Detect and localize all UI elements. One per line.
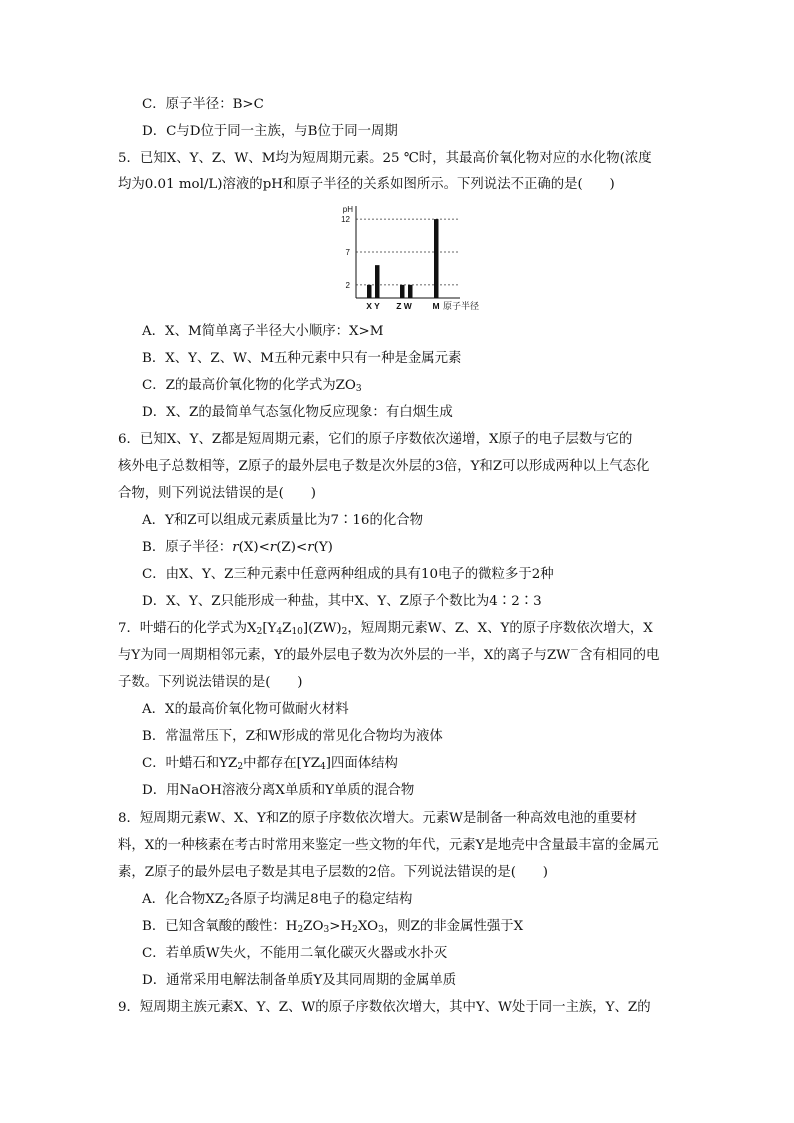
q8-option-c: C．若单质W失火，不能用二氧化碳灭火器或水扑灭 — [142, 946, 448, 961]
ph-radius-chart — [330, 200, 490, 318]
q8-option-d: D．通常采用电解法制备单质Y及其同周期的金属单质 — [142, 973, 457, 988]
q4-option-d: D．C与D位于同一主族，与B位于同一周期 — [142, 124, 398, 139]
bar-w — [408, 285, 413, 298]
q8-option-a: A．化合物$XZ_2$各原子均满足8电子的稳定结构 — [142, 892, 413, 908]
q5-option-d: D．X、Z的最简单气态氢化物反应现象：有白烟生成 — [142, 405, 453, 420]
q5-option-a: A．X、M简单离子半径大小顺序：X>M — [142, 324, 384, 339]
q6-option-d: D．X、Y、Z只能形成一种盐，其中X、Y、Z原子个数比为4∶2∶3 — [142, 594, 542, 609]
q7-stem-line1: 7．叶蜡石的化学式为$X_2[Y_4Z_{10}](ZW)_2$，短周期元素W、Z、X、Y的原子序数依次增大，X — [118, 621, 653, 637]
q6-stem-line1: 6．已知X、Y、Z都是短周期元素，它们的原子序数依次递增，X原子的电子层数与它的 — [118, 432, 633, 447]
q6-option-a: A．Y和Z可以组成元素质量比为7∶16的化合物 — [142, 513, 424, 528]
q6-option-c: C．由X、Y、Z三种元素中任意两种组成的具有10电子的微粒多于2种 — [142, 567, 554, 582]
q7-stem-line3: 子数。下列说法错误的是( ) — [118, 675, 303, 690]
x-group-label-0: X Y — [366, 301, 380, 311]
x-group-label-1: Z W — [396, 301, 412, 311]
q6-stem-line2: 核外电子总数相等，Z原子的最外层电子数是次外层的3倍，Y和Z可以形成两种以上气态化 — [118, 459, 650, 474]
y-tick-label-2: 2 — [345, 280, 350, 290]
bar-m — [434, 219, 439, 298]
q5-stem-line1: 5．已知X、Y、Z、W、M均为短周期元素。25 ℃时，其最高价氧化物对应的水化物(浓度 — [118, 151, 652, 166]
q7-stem-line2: 与Y为同一周期相邻元素，Y的最外层电子数为次外层的一半，X的离子与ZW－含有相同的电 — [118, 646, 660, 663]
q6-stem-line3: 合物，则下列说法错误的是( ) — [118, 486, 316, 501]
y-axis-label: pH — [342, 205, 353, 214]
q5-stem-line2: 均为0.01 mol/L)溶液的pH和原子半径的关系如图所示。下列说法不正确的是( ) — [118, 177, 615, 192]
q8-stem-line1: 8．短周期元素W、X、Y和Z的原子序数依次增大。元素W是制备一种高效电池的重要材 — [118, 811, 638, 826]
q4-option-c: C．原子半径：B>C — [142, 97, 264, 112]
q7-option-b: B．常温常压下，Z和W形成的常见化合物均为液体 — [142, 729, 443, 744]
bar-z — [400, 285, 405, 298]
q8-stem-line2: 料，X的一种核素在考古时常用来鉴定一些文物的年代，元素Y是地壳中含量最丰富的金属元 — [118, 838, 659, 853]
q6-option-b: B．原子半径：r(X)<r(Z)<r(Y) — [142, 540, 333, 555]
q7-option-c: C．叶蜡石和$YZ_2$中都存在$[YZ_4]$四面体结构 — [142, 756, 398, 772]
q7-option-a: A．X的最高价氧化物可做耐火材料 — [142, 702, 349, 717]
q5-option-b: B．X、Y、Z、W、M五种元素中只有一种是金属元素 — [142, 351, 462, 366]
q7-option-d: D．用NaOH溶液分离X单质和Y单质的混合物 — [142, 783, 415, 798]
y-tick-label-7: 7 — [345, 248, 350, 257]
q9-stem-line1: 9．短周期主族元素X、Y、Z、W的原子序数依次增大，其中Y、W处于同一主族，Y、Z的 — [118, 1000, 651, 1015]
y-tick-label-12: 12 — [341, 215, 350, 225]
q5-option-c: C．Z的最高价氧化物的化学式为$ZO_3$ — [142, 378, 362, 394]
bar-y — [375, 265, 380, 298]
bar-x — [367, 285, 372, 298]
x-axis-label: 原子半径 — [443, 301, 480, 311]
q8-option-b: B．已知含氧酸的酸性：$H_2ZO_3>H_2XO_3$，则Z的非金属性强于X — [142, 919, 524, 935]
q8-stem-line3: 素，Z原子的最外层电子数是其电子层数的2倍。下列说法错误的是( ) — [118, 865, 548, 880]
x-group-label-2: M — [432, 301, 440, 311]
